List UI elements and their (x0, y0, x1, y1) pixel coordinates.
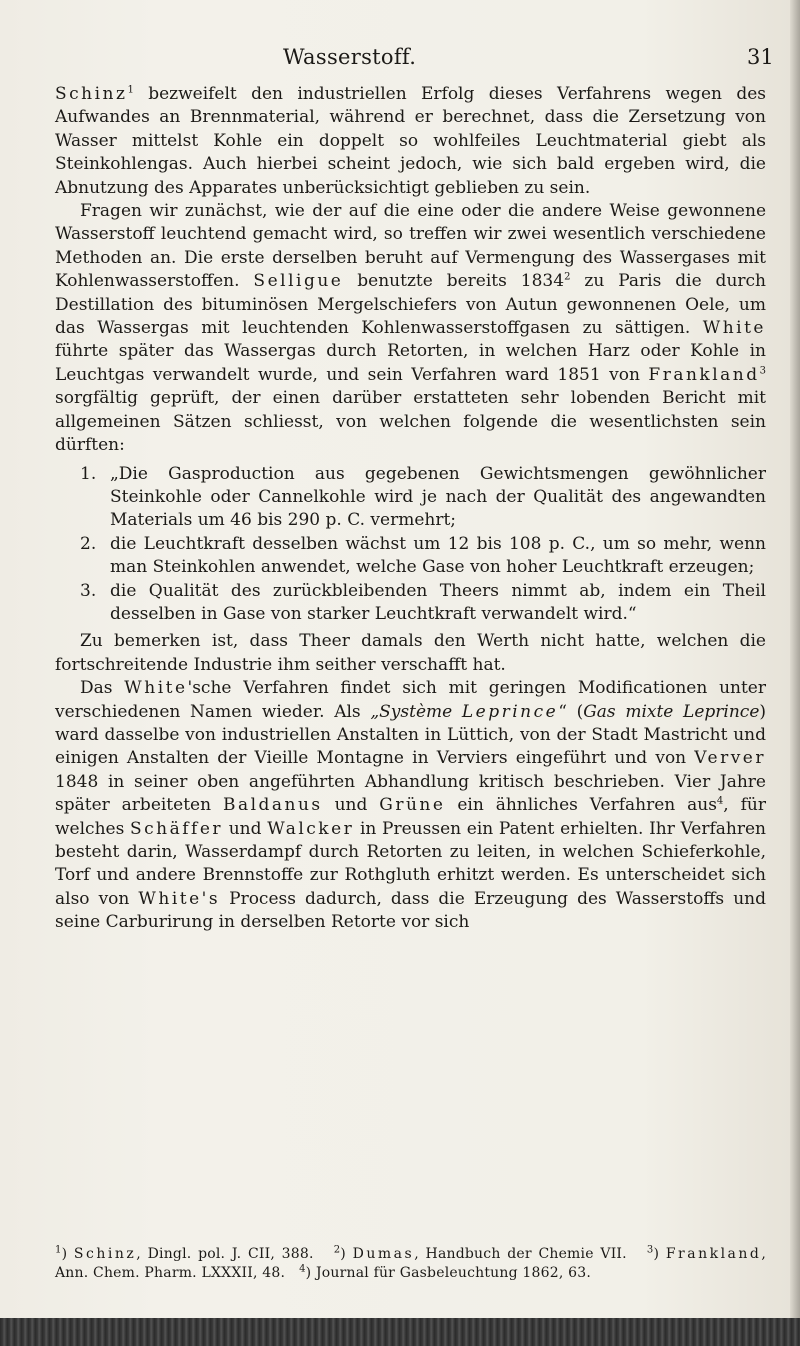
list-number: 1. (80, 463, 97, 484)
paragraph-text: sorgfältig geprüft, der einen darüber erstatteten sehr lobenden Bericht mit allgemeinen Sätzen schliesst, von welchen folgende die wesentlichsten sein dürften: (55, 388, 766, 456)
paragraph-1 (55, 83, 766, 200)
footnote-mark: 3 (646, 1244, 654, 1256)
paragraph-text: Fragen wir zunächst, wie der auf die eine oder die andere Weise gewonnene Wasserstoff leuchtend gemacht wird, so treffen wir zwei wesentlich verschiedene Methoden an. Die erste derselben beruht auf Vermengung des Wassergases mit Kohlenwasserstoffen. (55, 201, 766, 292)
paragraph-text: und (322, 795, 380, 816)
list-item (55, 533, 766, 580)
list-item (55, 463, 766, 533)
paragraph-text: bezweifelt den industriellen Erfolg dieses Verfahrens wegen des Aufwandes an Brennmaterial, während er berechnet, dass die Zersetzung von Wasser mittelst Kohle ein doppelt so wohlfeiles Leuchtmaterial giebt als Steinkohlengas. Auch hierbei scheint jedoch, wie sich bald ergeben wird, die Abnutzung des Apparates unberücksichtigt geblieben zu sein. (55, 84, 766, 198)
author-name: Selligue (253, 271, 344, 292)
body-text (55, 83, 766, 935)
footnote-text: , Handbuch der Chemie VII. (414, 1246, 627, 1262)
page-edge-shadow (790, 0, 800, 1346)
footnote-mark: 1 (55, 1244, 62, 1256)
footnote-text: , Ann. Chem. Pharm. LXXXII, 48. (55, 1246, 767, 1281)
footnote-ref: 4 (716, 795, 724, 807)
paragraph-4 (55, 677, 766, 934)
list-item (55, 580, 766, 627)
numbered-list (55, 463, 766, 627)
list-item-text: die Qualität des zurückbleibenden Theers nimmt ab, indem ein Theil desselben in Gase von starker Leuchtkraft verwandelt wird.“ (110, 580, 766, 624)
paragraph-text: , für welches (55, 795, 766, 839)
author-name: Baldanus (222, 795, 323, 816)
footnote-author: Frankland (665, 1246, 762, 1262)
footnote-author: Dumas (352, 1246, 415, 1262)
italic-term: „Système (370, 701, 453, 722)
paragraph-text: ein ähnliches Verfahren aus (445, 795, 717, 816)
paragraph-text: benutzte bereits 1834 (343, 271, 565, 292)
paragraph-text: “ ( (558, 701, 584, 722)
footnotes: $^1$) Schinz, Dingl. pol. J. CII, 388. $^2$) Dumas, Handbuch der Chemie VII. $^3$) Frankland, Ann. Chem. Pharm. LXXXII, 48. $^4$) Journal für Gasbeleuchtung 1862, 63. (55, 1244, 767, 1281)
italic-term: Gas mixte Leprince (583, 701, 760, 722)
author-name: Grüne (379, 795, 446, 816)
author-name: Verver (694, 748, 766, 769)
paragraph-text: 1848 in seiner oben angeführten Abhandlung kritisch beschrieben. Vier Jahre später arbeiteten (55, 771, 766, 816)
footnote-text: , Dingl. pol. J. CII, 388. (136, 1246, 314, 1262)
paragraph-text: ) ward dasselbe von industriellen Anstalten in Lüttich, von der Stadt Mastricht und einigen Anstalten der Vieille Montagne in Verviers eingeführt und von (55, 701, 767, 769)
author-name: Schäffer (130, 818, 224, 839)
footnote-mark: 4 (299, 1263, 306, 1275)
list-item-text: die Leuchtkraft desselben wächst um 12 bis 108 p. C., um so mehr, wenn man Steinkohlen anwendet, welche Gase von hoher Leuchtkraft erzeugen; (110, 533, 766, 578)
paragraph-text: Das (80, 678, 125, 699)
author-name: Frankland (648, 364, 760, 385)
author-name: Schinz (55, 84, 128, 104)
paragraph-text: 'sche Verfahren findet sich mit geringen Modificationen unter verschiedenen Namen wieder. Als (55, 678, 766, 722)
footnote-author: Schinz (73, 1246, 137, 1262)
paragraph-3: Zu bemerken ist, dass Theer damals den Werth nicht hatte, welchen die fortschreitende Industrie ihm seither verschafft hat. (55, 631, 766, 675)
footnote-text: Journal für Gasbeleuchtung 1862, 63. (311, 1265, 591, 1281)
paragraph-text: führte später das Wassergas durch Retorten, in welchen Harz oder Kohle in Leuchtgas verwandelt wurde, und sein Verfahren ward 1851 von (55, 341, 766, 385)
footnote-ref: 2 (564, 271, 571, 283)
page-number: 31 (747, 45, 774, 69)
running-title: Wasserstoff. (283, 45, 417, 69)
paragraph-text: in Preussen ein Patent erhielten. Ihr Verfahren besteht darin, Wasserdampf durch Retorten zu leiten, in welchen Schieferkohle, Torf und andere Brennstoffe zur Rothgluth erhitzt werden. Es unterscheidet sich also von (55, 818, 766, 909)
paragraph-2 (55, 200, 766, 457)
author-name: White's (138, 888, 221, 909)
paragraph-text: Process dadurch, dass die Erzeugung des Wasserstoffs und seine Carburirung in derselben Retorte vor sich (55, 888, 766, 933)
author-name: Walcker (267, 818, 355, 839)
author-name: White (124, 678, 188, 699)
list-number: 2. (80, 533, 97, 554)
footnote-ref: 3 (759, 365, 766, 377)
scan-bottom-strip (0, 1318, 800, 1346)
footnote-ref: 1 (127, 84, 134, 96)
footnote-mark: 2 (333, 1244, 341, 1256)
paragraph-text: und (223, 818, 268, 839)
paragraph-text: zu Paris die durch Destillation des bituminösen Mergelschiefers von Autun gewonnenen Oele, um das Wassergas mit leuchtenden Kohlenwasserstoffgasen zu sättigen. (55, 271, 766, 339)
list-item-text: „Die Gasproduction aus gegebenen Gewichtsmengen gewöhnlicher Steinkohle oder Cannelkohle wird je nach der Qualität des angewandten Materials um 46 bis 290 p. C. vermehrt; (110, 463, 766, 531)
italic-name: Leprince (461, 701, 559, 722)
author-name: White (702, 318, 766, 339)
list-number: 3. (80, 580, 97, 601)
page-header (0, 45, 800, 75)
